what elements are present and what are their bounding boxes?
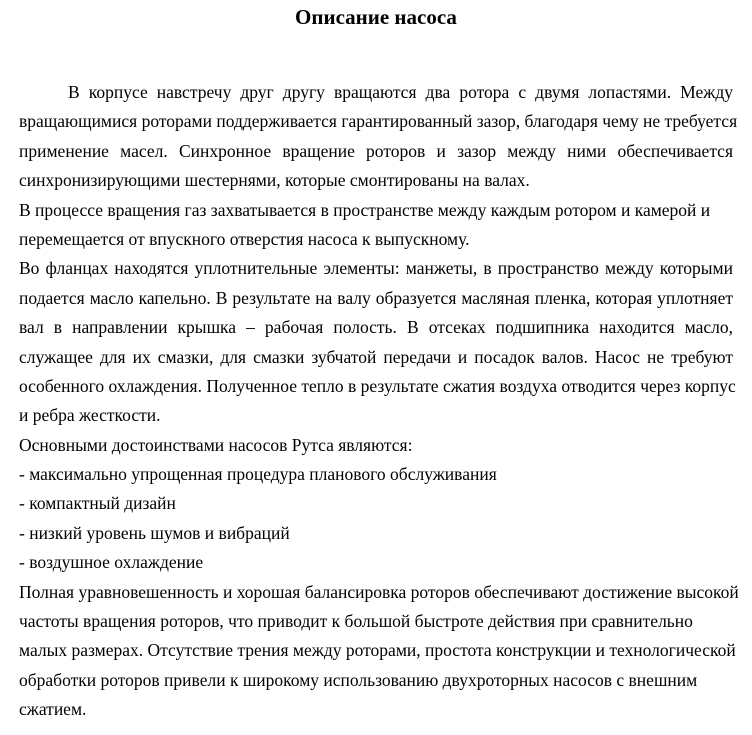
text-line: служащее для их смазки, для смазки зубчатой передачи и посадок валов. Насос не требуют <box>19 346 733 367</box>
text-line: особенного охлаждения. Полученное тепло в результате сжатия воздуха отводится через корпус <box>19 375 736 396</box>
text-line: перемещается от впускного отверстия насоса к выпускному. <box>19 228 470 249</box>
text-line: сжатием. <box>19 699 87 720</box>
text-line: В корпусе навстречу друг другу вращаются два ротора с двумя лопастями. Между <box>68 82 733 102</box>
text-line: применение масел. Синхронное вращение роторов и зазор между ними обеспечивается <box>19 140 733 161</box>
text-line: Полная уравновешенность и хорошая балансировка роторов обеспечивают достижение высокой <box>19 581 739 602</box>
text-line: - воздушное охлаждение <box>19 552 204 573</box>
text-line: малых размерах. Отсутствие трения между роторами, простота конструкции и технологической <box>19 640 736 661</box>
text-line: вал в направлении крышка – рабочая полость. В отсеках подшипника находится масло, <box>19 317 733 338</box>
text-line: - низкий уровень шумов и вибраций <box>19 522 290 543</box>
text-line: Основными достоинствами насосов Рутса являются: <box>19 434 413 455</box>
document-body <box>19 78 739 725</box>
text-line: синхронизирующими шестернями, которые смонтированы на валах. <box>19 170 530 191</box>
text-line: и ребра жесткости. <box>19 405 161 426</box>
text-line: - компактный дизайн <box>19 493 176 514</box>
text-line: - максимально упрощенная процедура планового обслуживания <box>19 464 497 485</box>
text-line: обработки роторов привели к широкому использованию двухроторных насосов с внешним <box>19 669 698 690</box>
text-line: Во фланцах находятся уплотнительные элементы: манжеты, в пространство между которыми <box>19 258 733 279</box>
text-line: частоты вращения роторов, что приводит к большой быстроте действия при сравнительно <box>19 611 693 632</box>
text-line: В процессе вращения газ захватывается в пространстве между каждым ротором и камерой и <box>19 199 711 220</box>
text-line: вращающимися роторами поддерживается гарантированный зазор, благодаря чему не требуется <box>19 111 738 132</box>
document-title: Описание насоса <box>295 5 457 29</box>
text-line: подается масло капельно. В результате на валу образуется масляная пленка, которая уплотняет <box>19 287 733 308</box>
